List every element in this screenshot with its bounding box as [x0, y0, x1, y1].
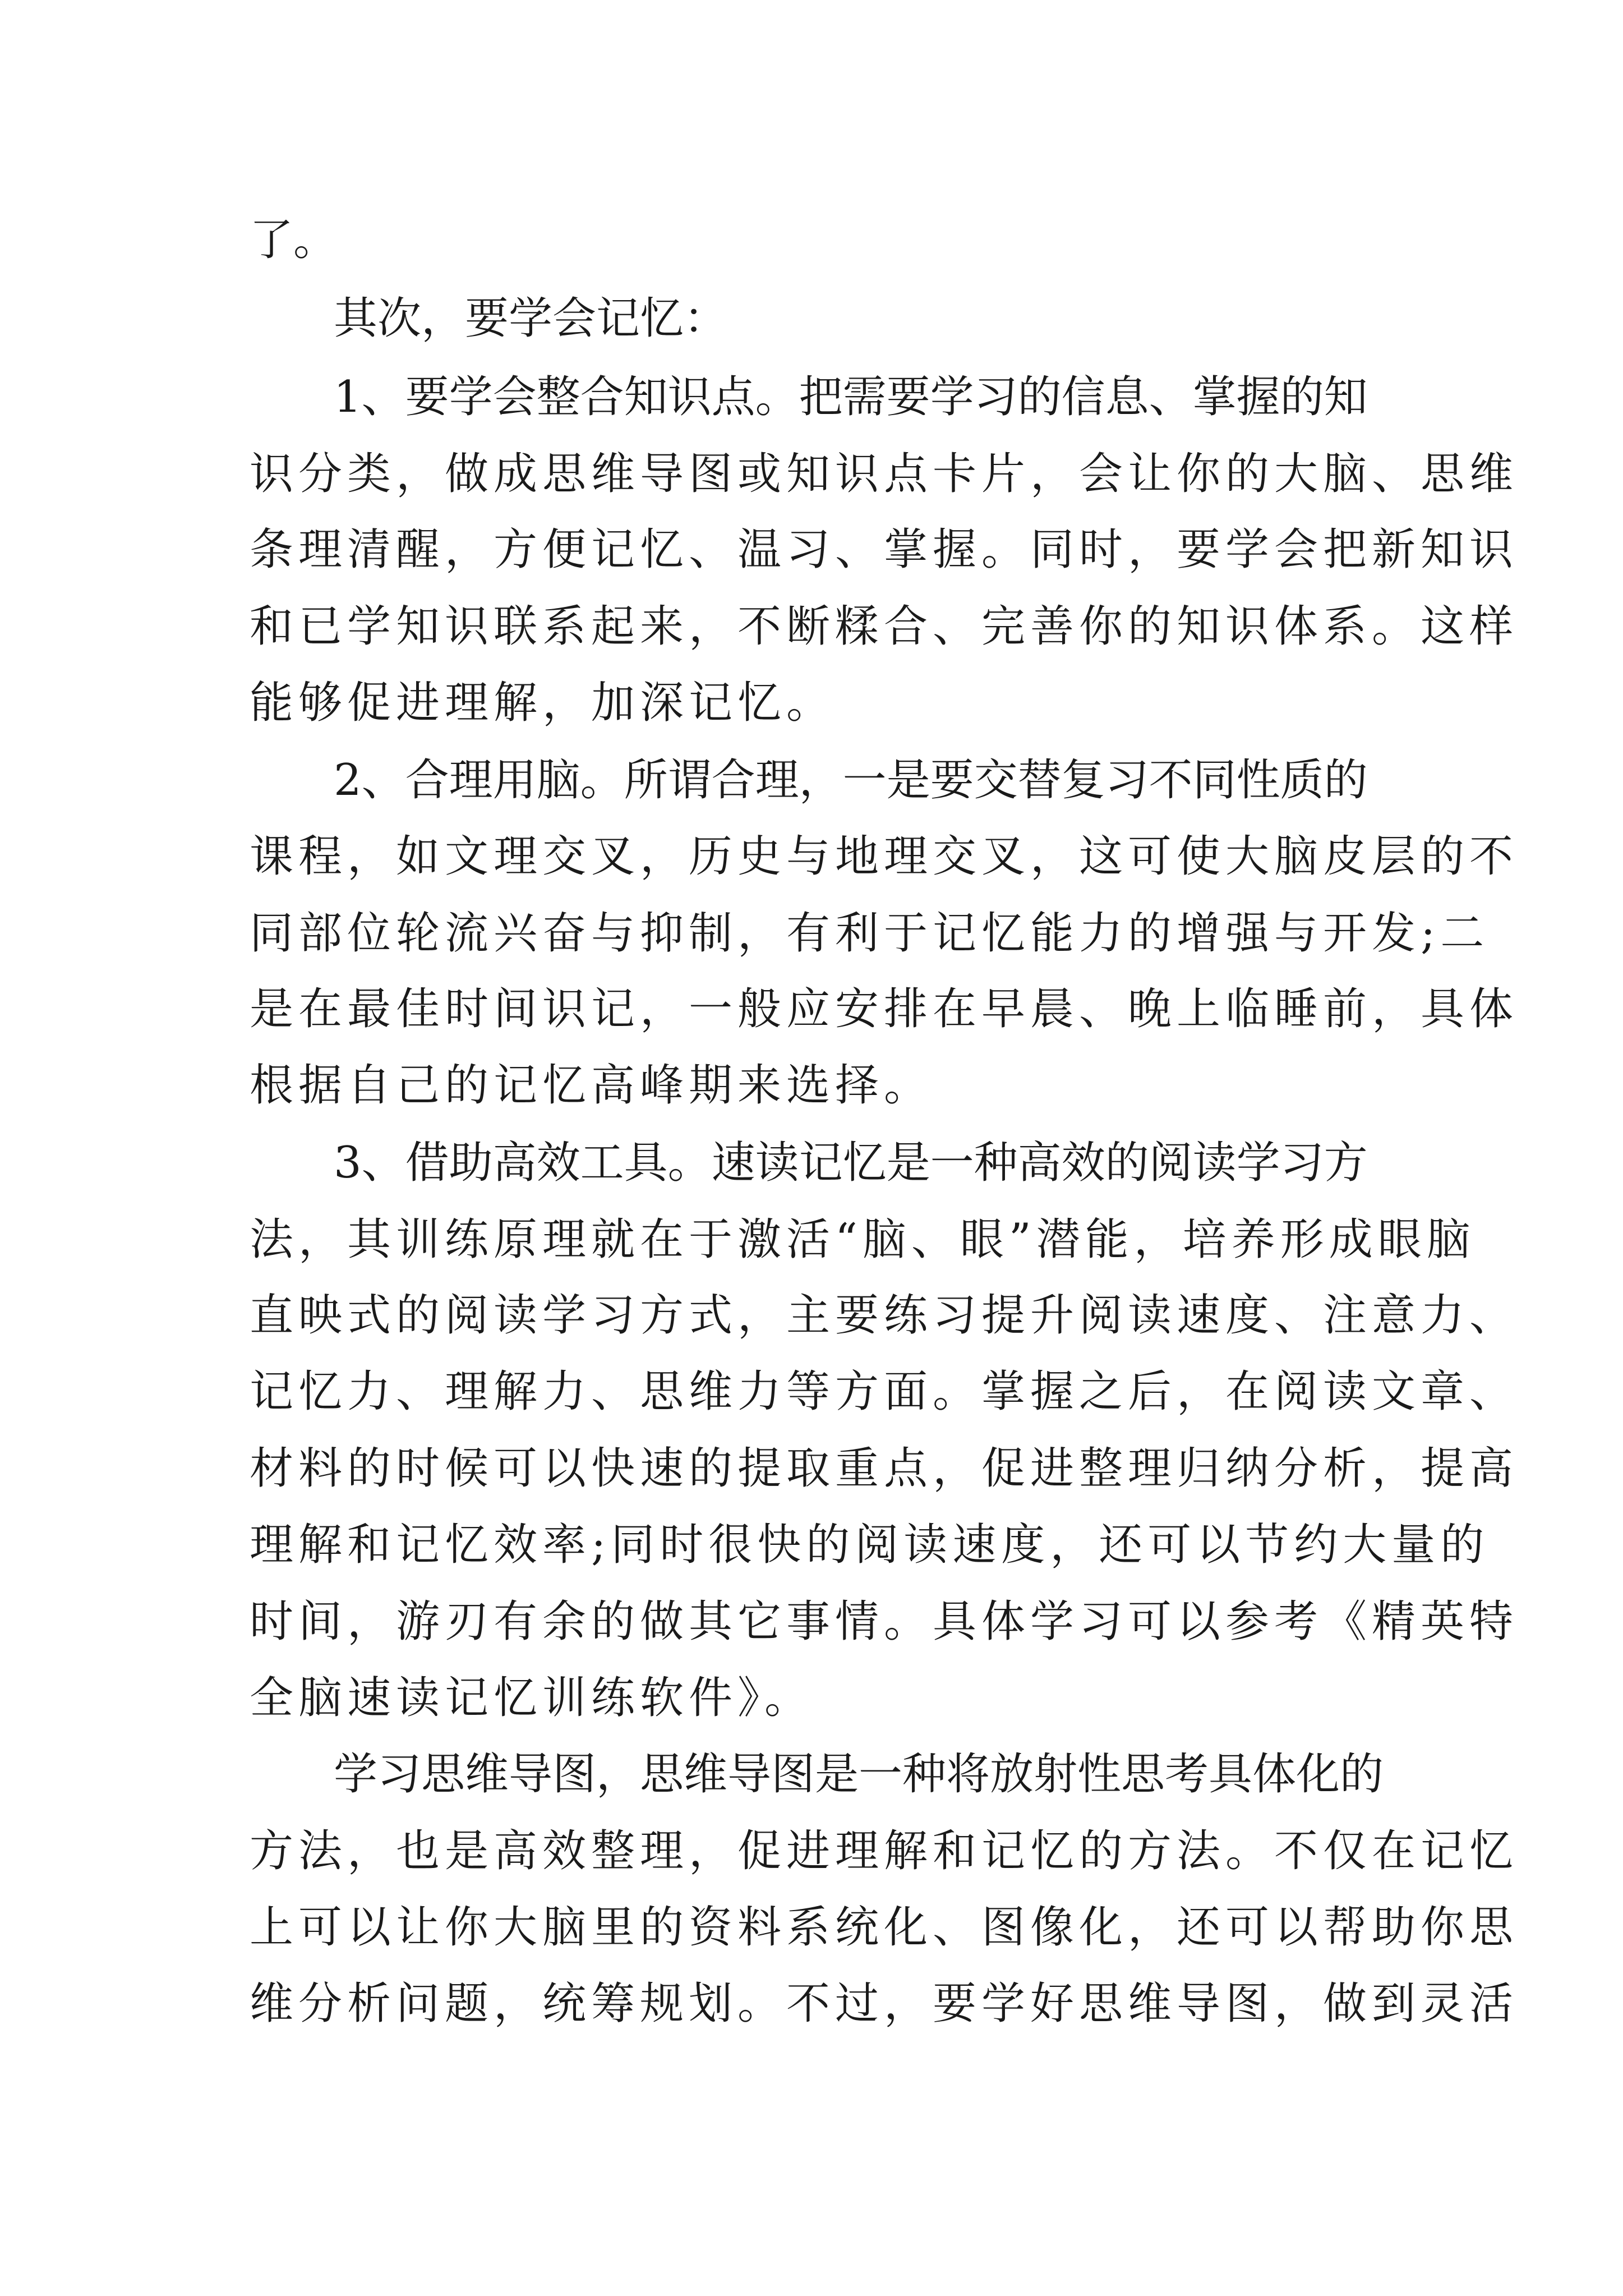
text-line: 根据自己的记忆高峰期来选择。 — [250, 1060, 933, 1111]
text-line: 材料的时候可以快速的提取重点，促进整理归纳分析，提高 — [250, 1443, 1519, 1494]
text-line: 课程，如文理交叉，历史与地理交叉，这可使大脑皮层的不 — [250, 831, 1519, 882]
text-line: 方法，也是高效整理，促进理解和记忆的方法。不仅在记忆 — [250, 1826, 1519, 1876]
text-line: 和已学知识联系起来，不断糅合、完善你的知识体系。这样 — [250, 601, 1519, 652]
text-line: 直映式的阅读学习方式，主要练习提升阅读速度、注意力、 — [250, 1290, 1519, 1341]
text-line: 其次，要学会记忆： — [334, 293, 728, 344]
text-line: 法，其训练原理就在于激活“脑、眼”潜能，培养形成眼脑 — [250, 1214, 1476, 1265]
text-line: 时间，游刃有余的做其它事情。具体学习可以参考《精英特 — [250, 1596, 1519, 1647]
text-line: 维分析问题，统筹规划。不过，要学好思维导图，做到灵活 — [250, 1978, 1519, 2029]
text-line: 3、借助高效工具。速读记忆是一种高效的阅读学习方 — [334, 1138, 1368, 1188]
text-line: 识分类，做成思维导图或知识点卡片，会让你的大脑、思维 — [250, 449, 1519, 499]
text-line: 了。 — [250, 215, 338, 265]
text-line: 条理清醒，方便记忆、温习、掌握。同时，要学会把新知识 — [250, 524, 1519, 575]
text-line: 记忆力、理解力、思维力等方面。掌握之后，在阅读文章、 — [250, 1366, 1519, 1417]
text-line: 2、合理用脑。所谓合理，一是要交替复习不同性质的 — [334, 755, 1368, 806]
text-line: 上可以让你大脑里的资料系统化、图像化，还可以帮助你思 — [250, 1902, 1519, 1953]
text-line: 理解和记忆效率;同时很快的阅读速度，还可以节约大量的 — [250, 1520, 1490, 1570]
text-line: 是在最佳时间识记，一般应安排在早晨、晚上临睡前，具体 — [250, 984, 1519, 1034]
text-line: 同部位轮流兴奋与抑制，有利于记忆能力的增强与开发;二 — [250, 908, 1490, 959]
text-line: 能够促进理解，加深记忆。 — [250, 678, 836, 728]
text-line: 1、要学会整合知识点。把需要学习的信息、掌握的知 — [334, 372, 1368, 422]
text-line: 学习思维导图，思维导图是一种将放射性思考具体化的 — [334, 1749, 1384, 1800]
text-line: 全脑速读记忆训练软件》。 — [250, 1673, 814, 1723]
